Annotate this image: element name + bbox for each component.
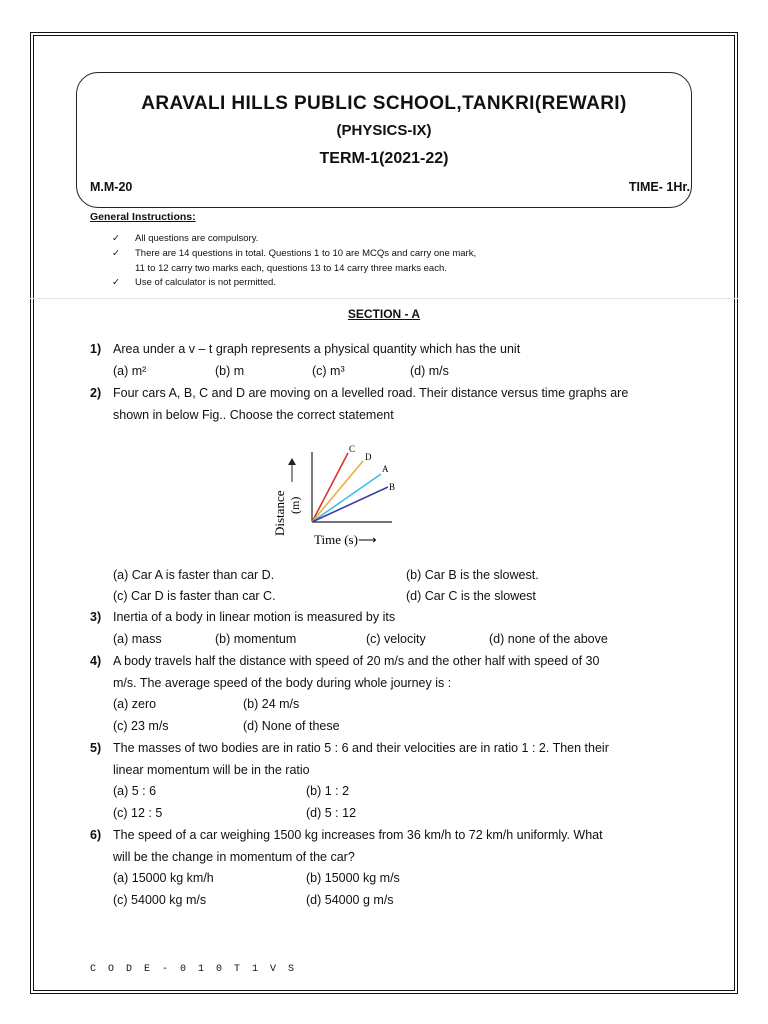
- instructions-title: General Instructions:: [90, 211, 196, 223]
- label-b: B: [389, 482, 396, 492]
- option: (a) mass: [113, 632, 162, 646]
- option: (a) m²: [113, 364, 147, 378]
- check-icon: ✓: [112, 248, 120, 259]
- line-b: [312, 487, 388, 522]
- check-icon: ✓: [112, 233, 120, 244]
- instruction-text: 11 to 12 carry two marks each, questions 13 to 14 carry three marks each.: [135, 263, 447, 274]
- label-d: D: [365, 452, 372, 462]
- school-name: ARAVALI HILLS PUBLIC SCHOOL,TANKRI(REWARI): [141, 93, 627, 114]
- graph-svg: [268, 440, 408, 550]
- time-allowed: TIME- 1Hr.: [628, 180, 690, 194]
- option: (c) 54000 kg m/s: [113, 893, 207, 907]
- question-text: Inertia of a body in linear motion is measured by its: [113, 610, 396, 624]
- option: (c) 23 m/s: [113, 719, 169, 733]
- option: (b) 24 m/s: [243, 697, 300, 711]
- option: (b) m: [215, 364, 245, 378]
- option: (b) 15000 kg m/s: [306, 871, 400, 885]
- option: (a) 15000 kg km/h: [113, 871, 214, 885]
- option: (c) m³: [312, 364, 345, 378]
- label-c: C: [349, 444, 356, 454]
- max-marks: M.M-20: [90, 180, 133, 194]
- distance-time-graph: [268, 440, 408, 550]
- question-text: m/s. The average speed of the body during whole journey is :: [113, 676, 452, 690]
- section-title: SECTION - A: [347, 307, 421, 321]
- option: (c) 12 : 5: [113, 806, 163, 820]
- question-text: The speed of a car weighing 1500 kg increases from 36 km/h to 72 km/h uniformly. What: [113, 828, 603, 842]
- question-text: Area under a v – t graph represents a physical quantity which has the unit: [113, 342, 521, 356]
- option: (d) none of the above: [489, 632, 608, 646]
- question-number: 6): [90, 828, 102, 842]
- question-number: 3): [90, 610, 102, 624]
- subject-title: (PHYSICS-IX): [336, 122, 432, 139]
- x-axis-label: Time (s)⟶: [314, 532, 377, 547]
- question-text: shown in below Fig.. Choose the correct statement: [113, 408, 394, 422]
- question-text: A body travels half the distance with speed of 20 m/s and the other half with speed of 30: [113, 654, 600, 668]
- question-text: Four cars A, B, C and D are moving on a levelled road. Their distance versus time graphs are: [113, 386, 629, 400]
- instruction-text: There are 14 questions in total. Questions 1 to 10 are MCQs and carry one mark,: [135, 248, 477, 259]
- question-number: 1): [90, 342, 102, 356]
- option: (c) Car D is faster than car C.: [113, 589, 276, 603]
- option: (a) 5 : 6: [113, 784, 157, 798]
- option: (d) 54000 g m/s: [306, 893, 394, 907]
- y-axis-label: Distance: [272, 490, 287, 536]
- option: (a) zero: [113, 697, 157, 711]
- question-text: The masses of two bodies are in ratio 5 : 6 and their velocities are in ratio 1 : 2. Then their: [113, 741, 609, 755]
- option: (b) Car B is the slowest.: [406, 568, 539, 582]
- option: (b) 1 : 2: [306, 784, 350, 798]
- y-axis-unit: (m): [288, 496, 302, 514]
- option: (d) None of these: [243, 719, 340, 733]
- label-a: A: [382, 464, 389, 474]
- term-title: TERM-1(2021-22): [319, 150, 449, 167]
- line-c: [312, 453, 348, 522]
- option: (b) momentum: [215, 632, 297, 646]
- option: (d) Car C is the slowest: [406, 589, 536, 603]
- question-number: 4): [90, 654, 102, 668]
- option: (a) Car A is faster than car D.: [113, 568, 275, 582]
- instruction-text: All questions are compulsory.: [135, 233, 259, 244]
- option: (d) m/s: [410, 364, 449, 378]
- divider: [30, 298, 738, 299]
- question-number: 5): [90, 741, 102, 755]
- instruction-text: Use of calculator is not permitted.: [135, 277, 276, 288]
- option: (d) 5 : 12: [306, 806, 357, 820]
- question-text: linear momentum will be in the ratio: [113, 763, 310, 777]
- y-arrow-head: [288, 458, 296, 465]
- question-text: will be the change in momentum of the car?: [113, 850, 355, 864]
- question-number: 2): [90, 386, 102, 400]
- option: (c) velocity: [366, 632, 426, 646]
- check-icon: ✓: [112, 277, 120, 288]
- footer-code: C O D E - 0 1 0 T 1 V S: [90, 964, 298, 975]
